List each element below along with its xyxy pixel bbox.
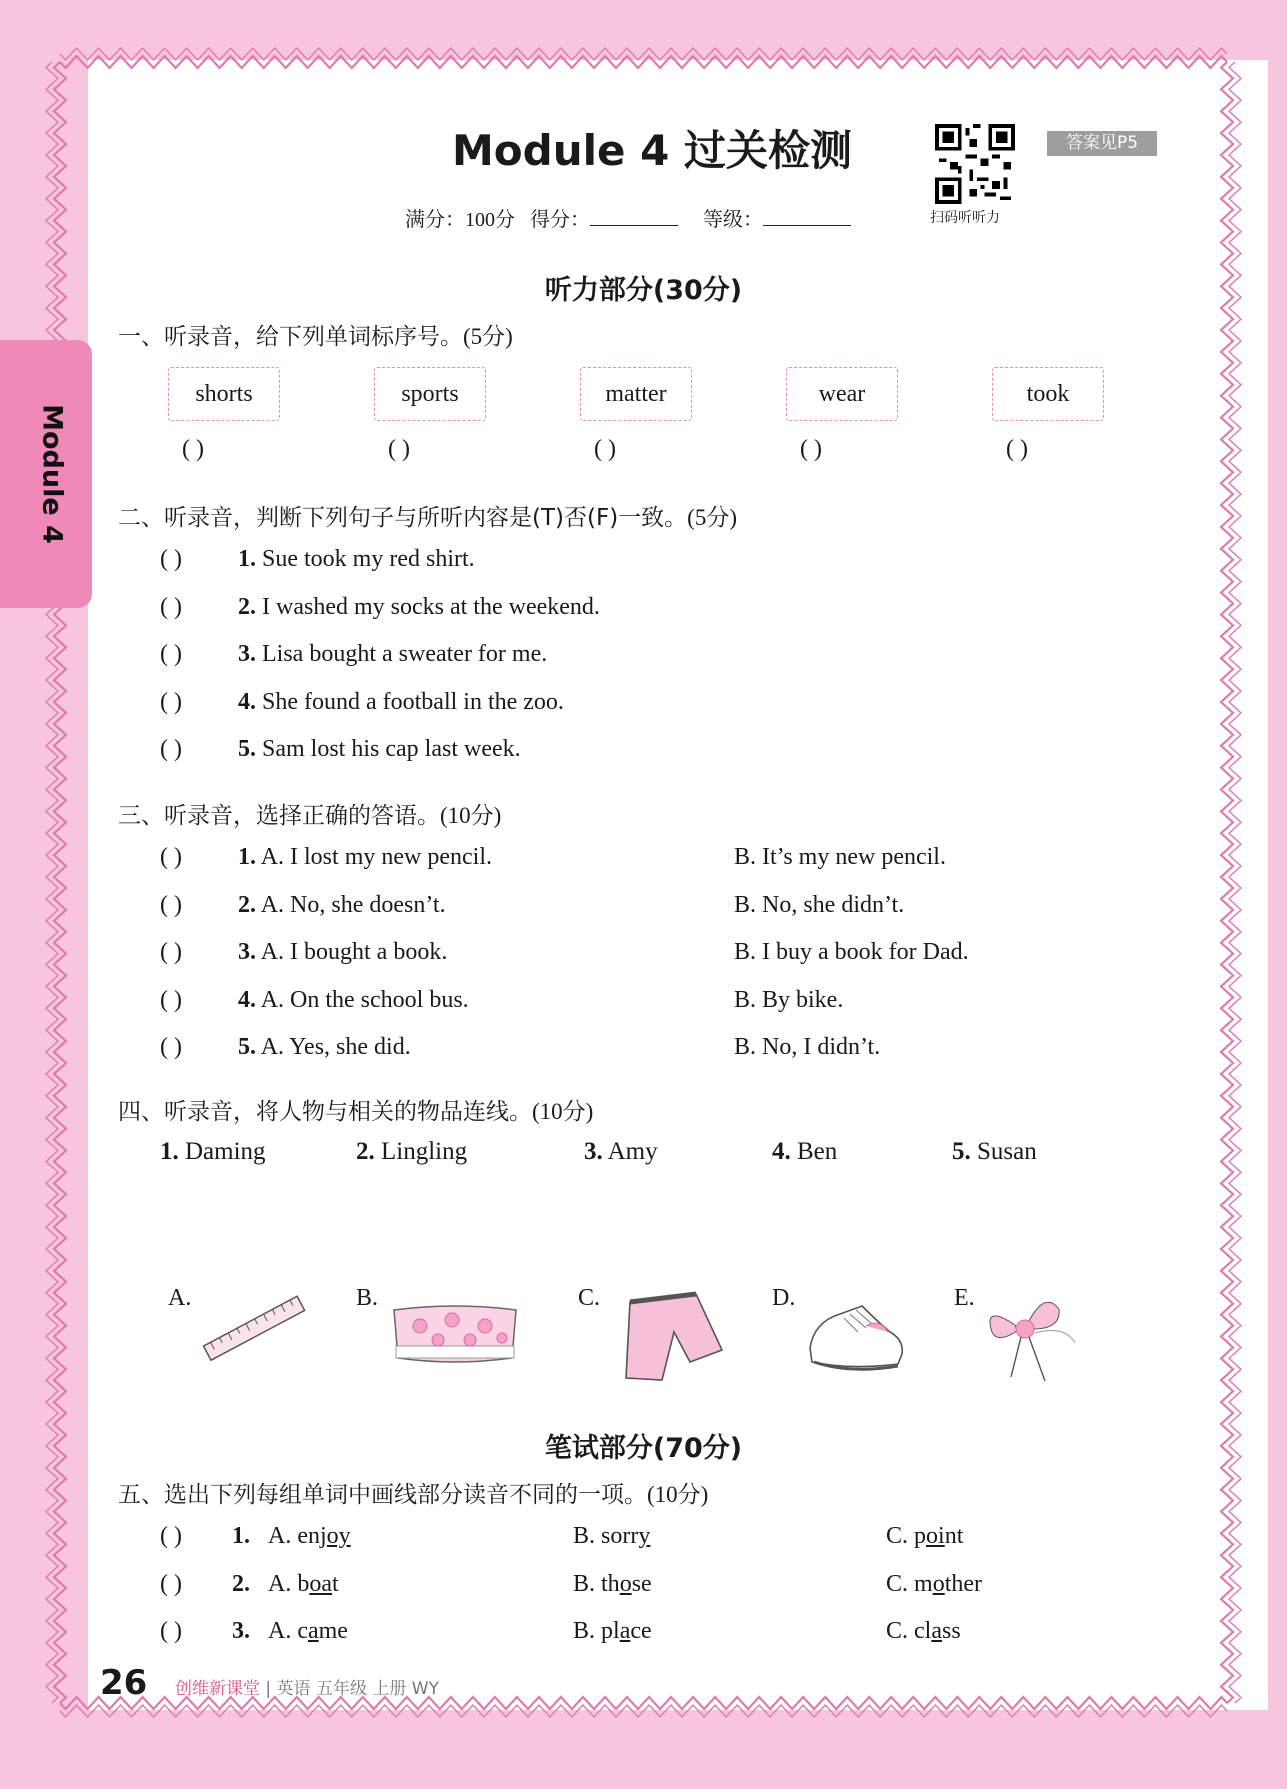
item-number: 1. [238, 844, 256, 870]
word-suffix: se [631, 1570, 652, 1597]
option-b [573, 1571, 652, 1598]
underlined-part: oa [309, 1570, 332, 1597]
item-number: 5. [952, 1138, 971, 1165]
section-2-text: 二、听录音，判断下列句子与所听内容是(T)否(F)一致。 [118, 505, 688, 531]
word-box-shorts: shorts [168, 367, 280, 421]
answer-paren[interactable]: ( ) [594, 436, 616, 462]
answer-paren[interactable]: ( ) [1006, 436, 1028, 462]
answer-paren[interactable]: ( ) [182, 436, 204, 462]
answer-paren[interactable]: ( ) [160, 844, 182, 870]
section-5-title [118, 1476, 708, 1509]
underlined-part: o [932, 1570, 945, 1597]
page-number: 26 [100, 1663, 148, 1703]
answer-paren[interactable]: ( ) [160, 891, 182, 918]
answer-paren[interactable]: ( ) [160, 1034, 182, 1060]
item-text: She found a football in the zoo. [262, 688, 564, 715]
picture-letter: E. [954, 1285, 975, 1311]
item-number: 2. [238, 891, 256, 918]
choice-item [238, 987, 469, 1014]
item-number: 3. [232, 1618, 250, 1644]
item-number: 2. [356, 1138, 375, 1165]
pencil-case-icon [390, 1300, 520, 1370]
section-3-title [118, 797, 501, 830]
item-number: 1. [232, 1523, 250, 1549]
qr-caption: 扫码听听力 [930, 210, 1000, 226]
word-prefix: C. p [886, 1523, 927, 1549]
person-name: Ben [797, 1138, 838, 1165]
section-1-points: (5分) [463, 324, 513, 349]
side-tab-label: Module 4 [36, 404, 68, 544]
item-number: 5. [238, 1034, 256, 1060]
word-prefix: C. m [886, 1570, 933, 1597]
score-line [405, 203, 851, 232]
person-name: Susan [977, 1138, 1037, 1165]
section-1-title [118, 318, 513, 351]
option-b: B. No, I didn’t. [734, 1034, 881, 1060]
footer: 创维新课堂 | 英语 五年级 上册 WY [175, 1679, 439, 1699]
item-number: 5. [238, 736, 256, 762]
section-3-points: (10分) [440, 803, 502, 828]
item-number: 4. [238, 688, 256, 715]
word-prefix: C. cl [886, 1618, 932, 1644]
item-number: 2. [238, 593, 256, 620]
person-ben[interactable] [772, 1138, 837, 1166]
side-tab [0, 340, 92, 608]
option-b [573, 1523, 650, 1550]
choice-item [238, 844, 492, 871]
picture-letter: A. [168, 1285, 192, 1311]
section-5-text: 五、选出下列每组单词中画线部分读音不同的一项。 [118, 1482, 647, 1508]
picture-letter: D. [772, 1285, 796, 1311]
word-prefix: A. c [268, 1618, 308, 1644]
option-b: B. By bike. [734, 986, 844, 1013]
judge-item [238, 689, 564, 716]
underlined-part: o [619, 1570, 632, 1597]
word-suffix: nt [944, 1523, 964, 1549]
option-c [886, 1571, 982, 1598]
item-number: 1. [160, 1138, 179, 1165]
section-1-text: 一、听录音，给下列单词标序号。 [118, 324, 463, 350]
judge-item [238, 641, 547, 668]
answer-paren[interactable]: ( ) [160, 546, 182, 572]
word-box-sports: sports [374, 367, 486, 421]
option-a: A. I lost my new pencil. [260, 844, 492, 870]
answer-tag: 答案见P5 [1047, 131, 1157, 156]
full-score: 满分：100分 [405, 209, 515, 231]
answer-paren[interactable]: ( ) [388, 436, 410, 462]
person-name: Amy [607, 1138, 658, 1165]
ruler-icon [200, 1290, 310, 1370]
word-suffix: ther [944, 1570, 982, 1597]
person-amy[interactable] [584, 1138, 658, 1166]
word-suffix: ss [941, 1618, 961, 1644]
item-number: 3. [584, 1138, 603, 1165]
word-box-took: took [992, 367, 1104, 421]
picture-letter: B. [356, 1285, 379, 1311]
footer-info: 英语 五年级 上册 WY [276, 1679, 439, 1699]
word-prefix: A. en [268, 1523, 320, 1549]
underlined-part: oi [926, 1523, 945, 1549]
picture-letter: C. [578, 1285, 601, 1311]
writing-part-title: 笔试部分(70分) [544, 1433, 743, 1464]
person-name: Daming [185, 1138, 266, 1165]
section-4-title [118, 1093, 593, 1126]
answer-paren[interactable]: ( ) [160, 688, 182, 715]
item-number: 3. [238, 641, 256, 667]
item-text: Sue took my red shirt. [262, 546, 475, 572]
word-box-matter: matter [580, 367, 692, 421]
option-b [573, 1618, 652, 1645]
item-number: 2. [232, 1570, 250, 1597]
option-b: B. It’s my new pencil. [734, 844, 946, 870]
sneakers-icon [800, 1292, 910, 1376]
answer-paren[interactable]: ( ) [160, 593, 182, 620]
item-text: Lisa bought a sweater for me. [262, 641, 548, 667]
item-number: 4. [772, 1138, 791, 1165]
underlined-part: y [638, 1523, 651, 1549]
person-daming[interactable] [160, 1138, 266, 1166]
section-2-title [118, 499, 737, 532]
footer-brand: 创维新课堂 [175, 1679, 260, 1699]
choice-item [238, 892, 446, 919]
option-a: A. Yes, she did. [260, 1034, 411, 1060]
section-4-points: (10分) [532, 1099, 594, 1124]
word-suffix: t [332, 1570, 339, 1597]
option-a: A. I bought a book. [260, 939, 448, 965]
answer-paren[interactable]: ( ) [800, 436, 822, 462]
ribbon-flower-icon [975, 1285, 1085, 1385]
option-a: A. No, she doesn’t. [260, 891, 446, 918]
judge-item [238, 546, 475, 573]
word-prefix: B. th [573, 1570, 620, 1597]
option-a [268, 1523, 351, 1550]
score-label: 得分： [530, 207, 590, 231]
option-a [268, 1571, 339, 1598]
word-prefix: A. b [268, 1570, 310, 1597]
word-suffix: me [318, 1618, 348, 1644]
choice-item [238, 1034, 411, 1061]
option-c [886, 1618, 961, 1645]
grade-label: 等级： [703, 207, 763, 231]
choice-item [238, 939, 447, 966]
section-4-text: 四、听录音，将人物与相关的物品连线。 [118, 1099, 532, 1125]
answer-paren[interactable]: ( ) [160, 986, 182, 1013]
answer-paren[interactable]: ( ) [160, 641, 182, 667]
section-5-points: (10分) [647, 1482, 709, 1507]
item-number: 1. [238, 546, 256, 572]
word-prefix: B. sorr [573, 1523, 639, 1549]
underlined-part: a [931, 1618, 942, 1644]
answer-paren[interactable]: ( ) [160, 1570, 182, 1597]
person-susan[interactable] [952, 1138, 1037, 1166]
option-a [268, 1618, 348, 1645]
judge-item [238, 736, 521, 763]
option-a: A. On the school bus. [260, 986, 469, 1013]
word-suffix: ce [630, 1618, 652, 1644]
answer-paren[interactable]: ( ) [160, 1618, 182, 1644]
grade-blank[interactable] [763, 209, 851, 226]
page-title: Module 4 过关检测 [452, 126, 852, 175]
answer-paren[interactable]: ( ) [160, 939, 182, 965]
underlined-part: joy [319, 1523, 351, 1549]
qr-code-icon[interactable] [935, 124, 1015, 204]
option-b: B. No, she didn’t. [734, 891, 905, 918]
underlined-part: a [307, 1618, 319, 1644]
item-number: 3. [238, 939, 256, 965]
item-text: Sam lost his cap last week. [262, 736, 521, 762]
score-blank[interactable] [590, 209, 678, 226]
section-2-points: (5分) [687, 505, 737, 530]
option-c [886, 1523, 963, 1550]
answer-paren[interactable]: ( ) [160, 736, 182, 762]
item-text: I washed my socks at the weekend. [262, 593, 600, 620]
item-number: 4. [238, 986, 256, 1013]
shorts-icon [618, 1288, 728, 1388]
person-lingling[interactable] [356, 1138, 467, 1166]
word-box-wear: wear [786, 367, 898, 421]
person-name: Lingling [381, 1138, 468, 1165]
answer-paren[interactable]: ( ) [160, 1523, 182, 1549]
judge-item [238, 594, 600, 621]
option-b: B. I buy a book for Dad. [734, 939, 969, 965]
underlined-part: a [619, 1618, 631, 1644]
listening-part-title: 听力部分(30分) [544, 275, 743, 306]
word-prefix: B. pl [573, 1618, 620, 1644]
section-3-text: 三、听录音，选择正确的答语。 [118, 803, 440, 829]
